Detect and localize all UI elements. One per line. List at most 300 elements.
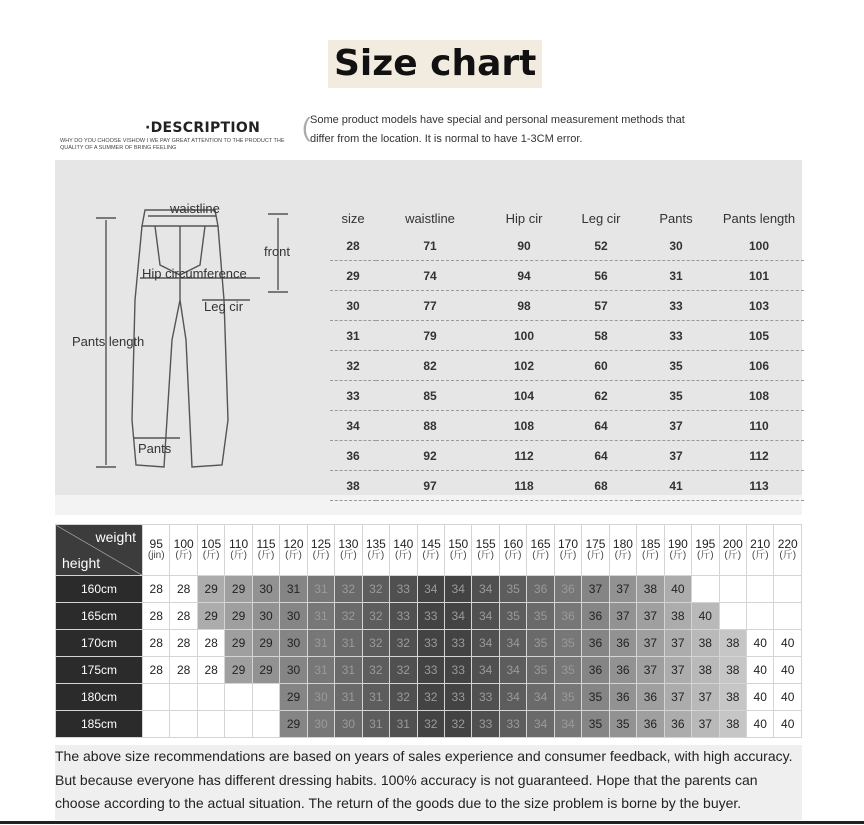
table-row [56,630,802,657]
size-cell: 31 [307,657,334,684]
size-cell: 34 [472,576,499,603]
table-cell: 71 [376,231,484,261]
table-cell: 58 [564,321,638,351]
size-cell: 30 [307,684,334,711]
weight-unit: (斤) [587,550,604,561]
size-cell: 28 [170,576,197,603]
label-waistline: waistline [170,201,220,216]
table-cell: 90 [484,231,564,261]
size-cell: 33 [444,684,471,711]
size-cell: 31 [307,603,334,630]
weight-value: 145 [420,537,441,551]
header-pants-length: Pants length [722,210,796,226]
size-cell: 28 [170,630,197,657]
size-cell: 40 [774,684,802,711]
description-heading: ·DESCRIPTION [145,120,261,136]
size-recommendation-table [55,524,802,738]
size-cell: 28 [170,603,197,630]
table-row [56,684,802,711]
table-cell: 60 [564,351,638,381]
weight-value: 195 [695,537,716,551]
weight-unit: (斤) [504,550,522,561]
table-cell: 106 [714,351,804,381]
weight-header [746,525,773,576]
size-cell: 40 [746,684,773,711]
size-cell: 37 [637,630,664,657]
table-row [330,231,804,261]
weight-height-grid [55,524,802,738]
table-cell: 37 [638,441,714,471]
size-cell [719,603,746,630]
weight-value: 100 [173,537,194,551]
note-brace-icon: ( [302,112,311,142]
size-cell: 32 [390,657,417,684]
size-cell: 28 [170,657,197,684]
table-cell: 68 [564,471,638,501]
size-cell: 28 [197,630,224,657]
table-cell: 102 [484,351,564,381]
size-cell: 32 [417,684,444,711]
height-label: 175cm [56,657,143,684]
weight-header [362,525,389,576]
weight-header [335,525,362,576]
size-cell: 38 [664,603,691,630]
height-label: 160cm [56,576,143,603]
size-cell: 32 [362,657,389,684]
size-cell: 30 [280,603,307,630]
weight-value: 140 [393,537,414,551]
table-cell: 41 [638,471,714,501]
weight-unit: (斤) [449,550,467,561]
size-cell: 38 [719,657,746,684]
size-cell: 37 [664,630,691,657]
size-cell: 31 [280,576,307,603]
weight-header [444,525,471,576]
table-cell: 31 [638,261,714,291]
size-cell: 35 [554,684,581,711]
size-cell: 29 [225,657,252,684]
size-cell [170,684,197,711]
size-cell: 37 [692,711,719,738]
size-cell: 33 [499,711,526,738]
size-cell: 31 [307,576,334,603]
weight-unit: (斤) [642,550,659,561]
header-pants: Pants [659,210,693,226]
weight-unit: (斤) [202,550,220,561]
table-row [330,471,804,501]
header-leg-cir: Leg cir [581,210,621,226]
size-cell: 34 [499,684,526,711]
weight-unit: (jin) [147,550,165,561]
table-cell: 64 [564,441,638,471]
size-cell: 37 [664,657,691,684]
table-row [330,291,804,321]
size-cell [252,684,279,711]
table-cell: 30 [638,231,714,261]
size-cell: 31 [362,684,389,711]
table-row [330,411,804,441]
page-title: Size chart [328,40,542,88]
size-cell [774,576,802,603]
size-cell: 36 [637,684,664,711]
size-cell: 30 [307,711,334,738]
weight-value: 130 [338,537,359,551]
table-cell: 56 [564,261,638,291]
table-cell: 64 [564,411,638,441]
weight-value: 175 [585,537,606,551]
size-cell: 35 [527,630,554,657]
table-cell: 92 [376,441,484,471]
weight-unit: (斤) [751,550,769,561]
table-cell: 94 [484,261,564,291]
size-cell: 35 [499,576,526,603]
size-cell [746,576,773,603]
size-cell: 35 [609,711,636,738]
size-cell: 32 [444,711,471,738]
disclaimer-line: The above size recommendations are based on years of sales experience and consumer feedback, with high accuracy. [55,748,793,764]
size-cell: 33 [444,657,471,684]
size-cell: 40 [774,630,802,657]
description-subtext: WHY DO YOU CHOOSE VISHOW I WE PAY GREAT ATTENTION TO THE PRODUCT THE QUALITY OF A SUMMER OF BRING FEELING [60,138,285,151]
size-cell: 29 [197,603,224,630]
weight-value: 150 [448,537,469,551]
table-cell: 100 [714,231,804,261]
weight-value: 220 [777,537,798,551]
weight-value: 95 [149,537,163,551]
size-cell: 37 [664,684,691,711]
weight-header [774,525,802,576]
size-cell: 30 [252,603,279,630]
size-cell [225,684,252,711]
size-cell: 29 [280,711,307,738]
size-cell: 29 [225,576,252,603]
table-cell: 110 [714,411,804,441]
weight-unit: (斤) [779,550,797,561]
table-cell: 35 [638,351,714,381]
size-cell: 37 [609,576,636,603]
size-cell: 30 [280,657,307,684]
weight-unit: (斤) [175,550,193,561]
table-cell: 33 [638,321,714,351]
corner-weight-label: weight [95,529,136,545]
corner-height-label: height [62,555,101,571]
size-cell: 36 [554,576,581,603]
weight-header [280,525,307,576]
size-cell: 28 [143,576,170,603]
size-cell: 36 [609,684,636,711]
weight-unit: (斤) [422,550,440,561]
size-cell: 29 [225,630,252,657]
size-cell: 33 [390,576,417,603]
size-cell: 32 [362,603,389,630]
table-cell: 77 [376,291,484,321]
table-row [56,657,802,684]
size-cell [774,603,802,630]
size-cell: 32 [390,630,417,657]
table-row [330,351,804,381]
size-cell: 35 [499,603,526,630]
label-front: front [264,244,291,259]
size-cell: 36 [527,576,554,603]
weight-unit: (斤) [340,550,357,561]
size-cell: 34 [554,711,581,738]
table-row [56,711,802,738]
table-cell: 33 [638,291,714,321]
size-cell: 29 [280,684,307,711]
size-cell: 34 [444,603,471,630]
size-cell [143,684,170,711]
bottom-divider [0,821,864,824]
size-cell: 36 [609,657,636,684]
weight-header [527,525,554,576]
size-cell: 34 [499,657,526,684]
table-cell: 113 [714,471,804,501]
weight-value: 125 [310,537,331,551]
header-waistline: waistline [405,210,455,226]
weight-header [170,525,197,576]
height-label: 170cm [56,630,143,657]
table-cell: 101 [714,261,804,291]
size-cell: 29 [252,657,279,684]
size-cell: 34 [417,576,444,603]
size-cell: 37 [582,576,609,603]
size-cell: 35 [582,684,609,711]
table-cell: 88 [376,411,484,441]
weight-header [499,525,526,576]
size-cell: 31 [390,711,417,738]
disclaimer-line: But because everyone has different dressing habits. 100% accuracy is not guaranteed. Hope that the parents can [55,771,758,788]
weight-header [307,525,334,576]
table-cell: 62 [564,381,638,411]
measurement-note: Some product models have special and personal measurement methods that differ from the location. It is normal to have 1-3CM error. [310,114,685,145]
size-cell: 37 [637,657,664,684]
size-cell [197,684,224,711]
size-cell: 36 [637,711,664,738]
size-cell: 36 [582,603,609,630]
weight-header [472,525,499,576]
size-cell: 36 [582,657,609,684]
table-row [330,441,804,471]
table-row [56,576,802,603]
height-label: 180cm [56,684,143,711]
size-cell: 31 [362,711,389,738]
size-cell [746,603,773,630]
size-cell: 35 [554,657,581,684]
table-cell: 35 [638,381,714,411]
size-cell: 33 [417,603,444,630]
size-cell: 32 [335,603,362,630]
size-cell: 30 [280,630,307,657]
weight-value: 120 [283,537,304,551]
size-cell: 38 [637,576,664,603]
size-cell [252,711,279,738]
size-cell: 32 [417,711,444,738]
size-cell: 40 [746,630,773,657]
size-cell: 35 [527,657,554,684]
size-cell: 38 [719,630,746,657]
table-cell: 37 [638,411,714,441]
size-cell [692,576,719,603]
table-cell: 52 [564,231,638,261]
disclaimer [55,745,802,820]
disclaimer-line: choose according to the actual situation. The return of the goods due to the size problem is borne by the buyer. [55,795,742,811]
weight-unit: (斤) [230,550,247,561]
size-cell: 28 [143,657,170,684]
size-cell: 32 [362,576,389,603]
size-cell: 34 [499,630,526,657]
size-cell: 30 [335,711,362,738]
table-row [330,261,804,291]
weight-header [390,525,417,576]
table-cell: 103 [714,291,804,321]
weight-unit: (斤) [477,550,494,561]
height-label: 185cm [56,711,143,738]
size-cell: 29 [197,576,224,603]
label-hip-circumference: Hip circumference [142,266,247,281]
weight-unit: (斤) [724,550,742,561]
weight-value: 115 [256,537,276,551]
size-cell: 30 [252,576,279,603]
weight-unit: (斤) [285,550,302,561]
size-cell: 33 [472,684,499,711]
table-cell: 36 [330,441,376,471]
table-cell: 74 [376,261,484,291]
size-cell: 34 [472,603,499,630]
weight-value: 155 [475,537,496,551]
table-cell: 34 [330,411,376,441]
size-cell: 32 [390,684,417,711]
size-cell: 36 [609,630,636,657]
size-cell: 32 [335,576,362,603]
size-cell: 33 [444,630,471,657]
table-cell: 82 [376,351,484,381]
weight-unit: (斤) [559,550,577,561]
size-cell: 38 [692,630,719,657]
weight-value: 165 [530,537,551,551]
table-cell: 29 [330,261,376,291]
size-cell [719,576,746,603]
weight-header [252,525,279,576]
weight-header [719,525,746,576]
weight-value: 210 [750,537,771,551]
table-cell: 104 [484,381,564,411]
size-cell: 40 [746,711,773,738]
weight-unit: (斤) [367,550,385,561]
weight-value: 190 [667,537,688,551]
weight-unit: (斤) [669,550,687,561]
header-hip-cir: Hip cir [505,210,543,226]
size-cell: 35 [554,630,581,657]
table-cell: 85 [376,381,484,411]
weight-unit: (斤) [257,550,275,561]
size-cell: 31 [335,684,362,711]
size-cell: 35 [527,603,554,630]
size-cell: 34 [444,576,471,603]
weight-height-corner [56,525,143,576]
size-cell: 28 [143,630,170,657]
label-pants: Pants [138,441,172,456]
table-cell: 30 [330,291,376,321]
weight-value: 200 [722,537,743,551]
table-cell: 32 [330,351,376,381]
size-cell: 34 [527,711,554,738]
table-cell: 112 [714,441,804,471]
table-cell: 108 [484,411,564,441]
table-cell: 31 [330,321,376,351]
label-leg-cir: Leg cir [204,299,244,314]
size-cell: 36 [554,603,581,630]
size-cell: 36 [582,630,609,657]
size-cell: 38 [692,657,719,684]
table-row [56,603,802,630]
weight-value: 105 [201,537,222,551]
weight-value: 160 [503,537,524,551]
size-cell: 40 [746,657,773,684]
weight-header [664,525,691,576]
weight-unit: (斤) [614,550,632,561]
weight-header [554,525,581,576]
size-table-header [330,205,804,231]
weight-header [637,525,664,576]
size-cell: 36 [664,711,691,738]
size-cell: 35 [582,711,609,738]
size-cell: 31 [335,657,362,684]
size-cell: 33 [417,630,444,657]
size-cell: 34 [472,657,499,684]
weight-value: 135 [365,537,386,551]
size-cell: 34 [527,684,554,711]
table-cell: 38 [330,471,376,501]
weight-header [143,525,170,576]
table-cell: 98 [484,291,564,321]
weight-header [225,525,252,576]
table-cell: 108 [714,381,804,411]
weight-value: 185 [640,537,661,551]
weight-unit: (斤) [532,550,549,561]
height-label: 165cm [56,603,143,630]
size-cell: 38 [719,684,746,711]
size-cell: 40 [692,603,719,630]
table-cell: 57 [564,291,638,321]
size-cell: 32 [362,630,389,657]
table-cell: 118 [484,471,564,501]
size-cell: 33 [417,657,444,684]
size-cell: 29 [225,603,252,630]
size-cell: 37 [637,603,664,630]
size-cell [197,711,224,738]
weight-header [692,525,719,576]
weight-value: 170 [558,537,579,551]
label-pants-length: Pants length [72,334,145,349]
size-cell: 40 [774,657,802,684]
size-cell: 33 [472,711,499,738]
table-cell: 105 [714,321,804,351]
weight-value: 180 [612,537,633,551]
size-cell: 37 [609,603,636,630]
weight-unit: (斤) [312,550,330,561]
size-cell [225,711,252,738]
size-cell: 40 [774,711,802,738]
table-cell: 33 [330,381,376,411]
size-cell: 31 [335,630,362,657]
size-cell: 33 [390,603,417,630]
table-cell: 112 [484,441,564,471]
size-cell [170,711,197,738]
weight-header [609,525,636,576]
table-cell: 97 [376,471,484,501]
table-cell: 100 [484,321,564,351]
size-cell: 34 [472,630,499,657]
